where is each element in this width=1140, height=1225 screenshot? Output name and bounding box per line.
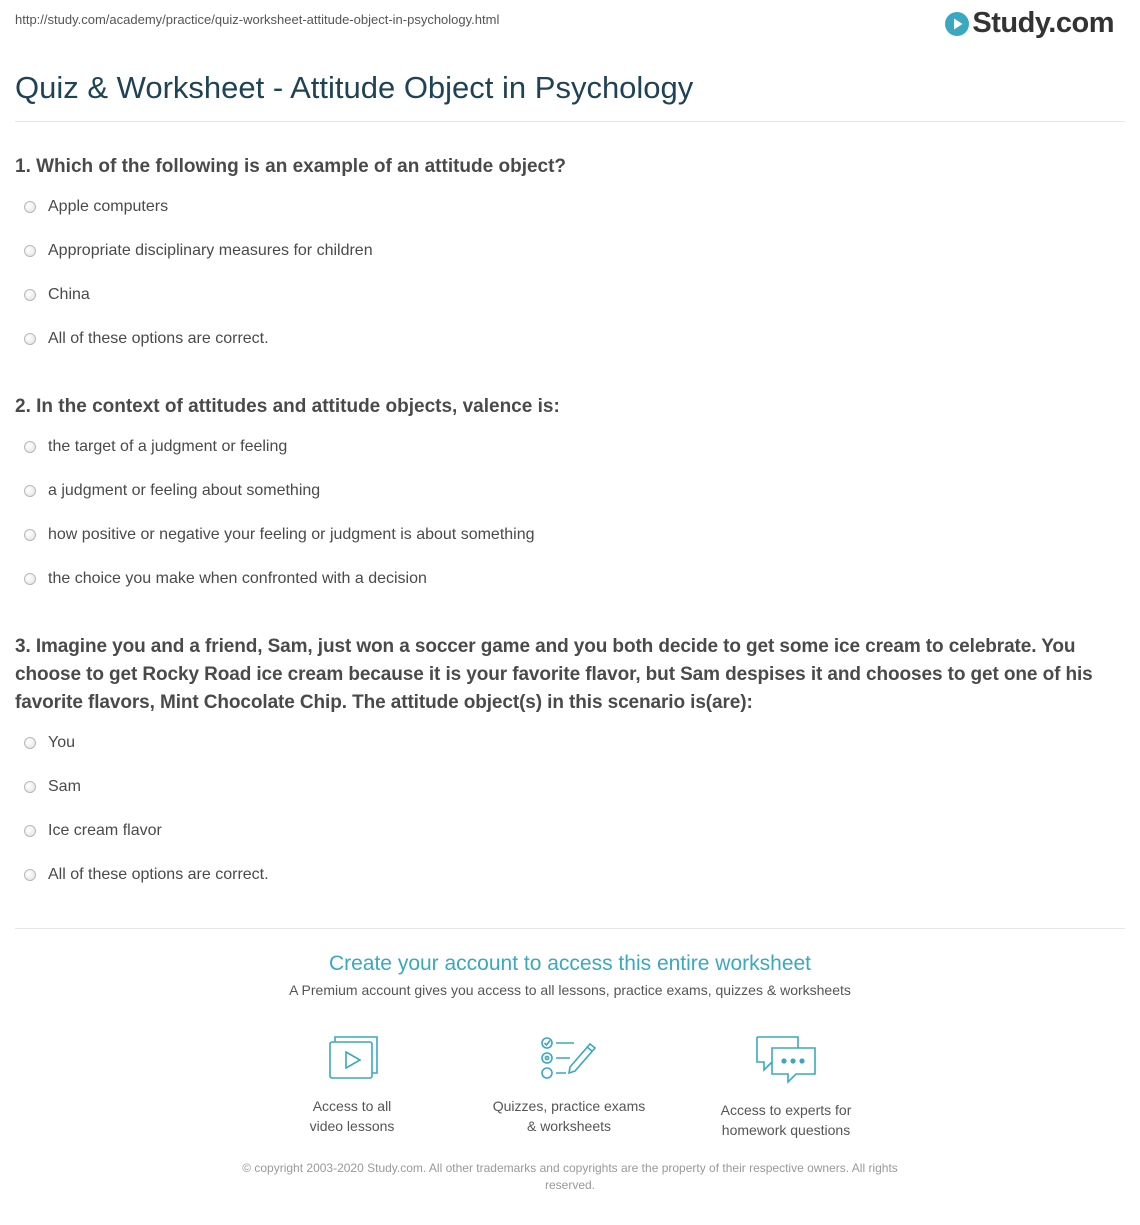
feature-text-line2: & worksheets: [526, 1118, 612, 1134]
cta-subtitle: A Premium account gives you access to all lessons, practice exams, quizzes & worksheets: [289, 982, 851, 998]
option-label: Sam: [48, 778, 81, 795]
feature-experts: [686, 1034, 886, 1140]
option-item[interactable]: [15, 523, 1127, 567]
option-label: Appropriate disciplinary measures for children: [48, 242, 373, 259]
feature-text-line1: Quizzes, practice exams: [492, 1098, 646, 1114]
feature-text-line1: Access to experts for: [720, 1102, 852, 1118]
copyright-footer: [210, 1160, 930, 1194]
radio-button[interactable]: [24, 529, 36, 541]
page-title: Quiz & Worksheet - Attitude Object in Psychology: [15, 70, 694, 105]
radio-button[interactable]: [24, 245, 36, 257]
question-text: 3. Imagine you and a friend, Sam, just won a soccer game and you both decide to get some ice cream to celebrate. You choose to get Rocky Road ice cream because it is your favorite flavor, but Sam despises it and chooses to get one of his favorite flavors, Mint Chocolate Chip. The attitude object(s) in this scenario is(are):: [15, 636, 1093, 713]
option-label: China: [48, 286, 90, 303]
option-item[interactable]: [15, 731, 1127, 775]
question-1: [15, 153, 1127, 371]
feature-video-lessons: [252, 1034, 452, 1136]
options-list: [15, 731, 1127, 907]
radio-button[interactable]: [24, 201, 36, 213]
option-item[interactable]: [15, 863, 1127, 907]
option-item[interactable]: [15, 479, 1127, 523]
option-label: the choice you make when confronted with a decision: [48, 570, 427, 587]
play-circle-icon: [944, 11, 970, 37]
copyright-line2: reserved.: [544, 1178, 596, 1192]
option-item[interactable]: [15, 239, 1127, 283]
radio-button[interactable]: [24, 781, 36, 793]
option-item[interactable]: [15, 775, 1127, 819]
page-url[interactable]: http://study.com/academy/practice/quiz-worksheet-attitude-object-in-psychology.html: [15, 12, 500, 27]
option-item[interactable]: [15, 195, 1127, 239]
logo-text: Study.com: [972, 7, 1114, 39]
radio-button[interactable]: [24, 441, 36, 453]
radio-button[interactable]: [24, 333, 36, 345]
option-item[interactable]: [15, 567, 1127, 611]
options-list: [15, 435, 1127, 611]
option-label: Ice cream flavor: [48, 822, 162, 839]
option-item[interactable]: [15, 283, 1127, 327]
option-label: All of these options are correct.: [48, 330, 269, 347]
section-divider: [15, 928, 1125, 929]
option-item[interactable]: [15, 327, 1127, 371]
chat-bubbles-icon: [754, 1034, 818, 1086]
radio-button[interactable]: [24, 737, 36, 749]
question-text: 1. Which of the following is an example of an attitude object?: [15, 156, 567, 177]
option-label: a judgment or feeling about something: [48, 482, 321, 499]
video-lessons-icon: [324, 1034, 380, 1082]
feature-text-line2: video lessons: [309, 1118, 395, 1134]
option-label: You: [48, 734, 75, 751]
title-divider: [15, 121, 1125, 122]
question-text: 2. In the context of attitudes and attitude objects, valence is:: [15, 396, 560, 417]
option-item[interactable]: [15, 819, 1127, 863]
cta-title[interactable]: Create your account to access this entire worksheet: [328, 952, 812, 975]
option-label: how positive or negative your feeling or judgment is about something: [48, 526, 535, 543]
signup-cta: [0, 952, 1140, 998]
feature-quizzes: [469, 1034, 669, 1136]
feature-text-line1: Access to all: [312, 1098, 392, 1114]
option-label: the target of a judgment or feeling: [48, 438, 288, 455]
study-logo[interactable]: [944, 9, 1114, 38]
top-bar: [15, 7, 1114, 42]
copyright-line1: © copyright 2003-2020 Study.com. All other trademarks and copyrights are the property of their respective owners. All rights: [242, 1161, 898, 1175]
question-2: [15, 393, 1127, 611]
option-label: Apple computers: [48, 198, 169, 215]
radio-button[interactable]: [24, 289, 36, 301]
quiz-checklist-icon: [539, 1034, 599, 1082]
option-label: All of these options are correct.: [48, 866, 269, 883]
option-item[interactable]: [15, 435, 1127, 479]
radio-button[interactable]: [24, 573, 36, 585]
radio-button[interactable]: [24, 869, 36, 881]
question-3: [15, 633, 1127, 907]
radio-button[interactable]: [24, 485, 36, 497]
feature-text-line2: homework questions: [721, 1122, 851, 1138]
radio-button[interactable]: [24, 825, 36, 837]
options-list: [15, 195, 1127, 371]
